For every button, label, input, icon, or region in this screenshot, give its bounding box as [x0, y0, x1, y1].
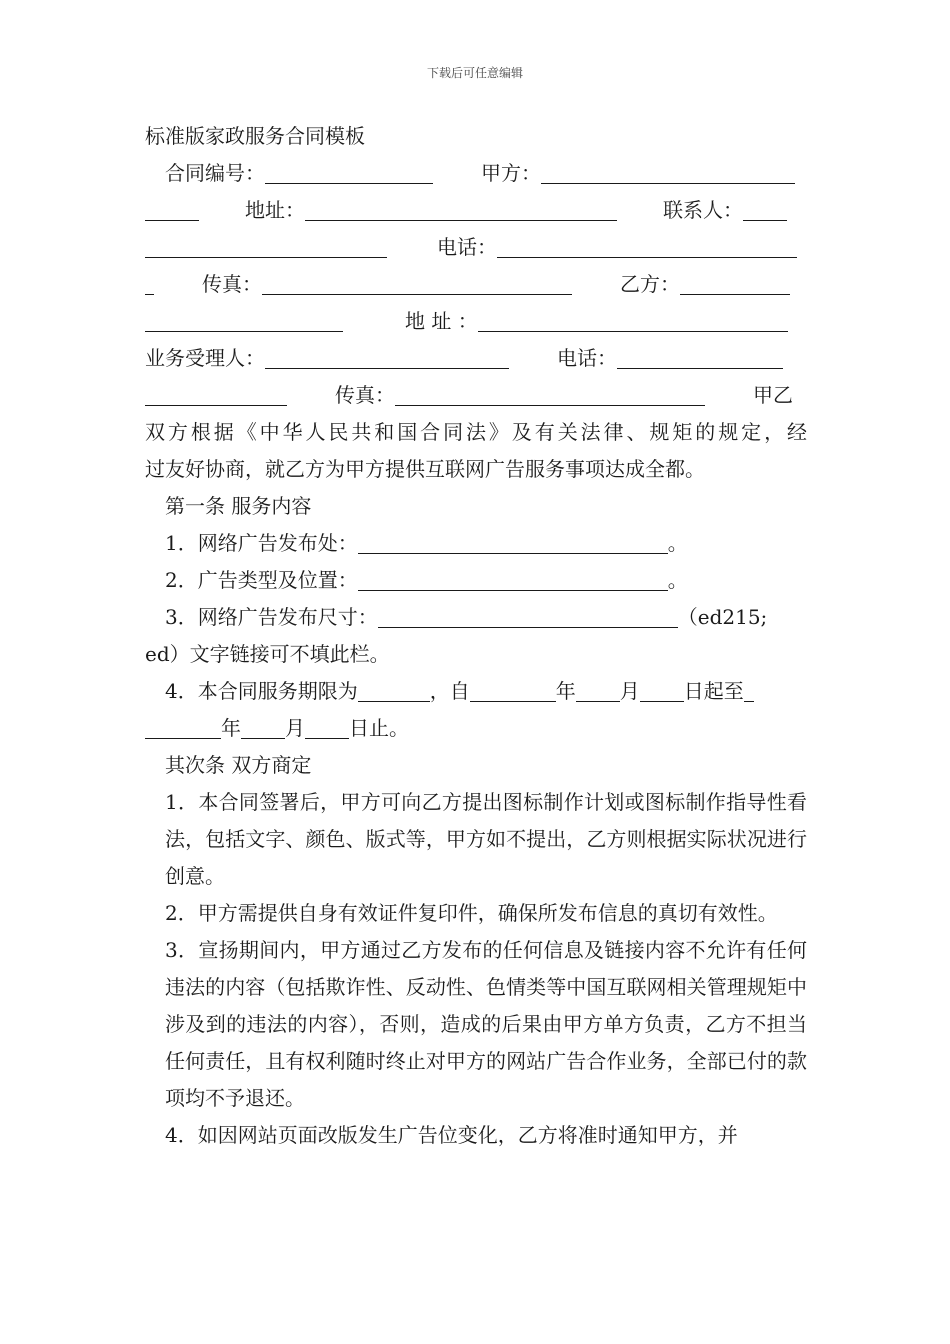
item-2-period: 。 — [667, 568, 688, 592]
party-a-blank — [541, 159, 795, 184]
item-2-label: 2．广告类型及位置： — [165, 568, 358, 592]
fax-row — [145, 266, 807, 303]
item-2-blank — [358, 566, 668, 591]
end-year-label: 年 — [221, 716, 241, 740]
document-title: 标准版家政服务合同模板 — [145, 124, 365, 148]
item-1-label: 1．网络广告发布处： — [165, 531, 358, 555]
phone-row — [145, 229, 807, 266]
article-2-item-4: 4．如因网站页面改版发生广告位变化，乙方将准时通知甲方，并 — [165, 1123, 738, 1147]
article-1-item-1 — [145, 525, 807, 562]
period-blank — [358, 677, 430, 702]
header-note: 下载后可任意编辑 — [426, 66, 523, 80]
end-day-blank — [305, 714, 349, 739]
party-b-blank — [680, 270, 790, 295]
phone-blank — [497, 233, 797, 258]
item-3-blank — [378, 603, 678, 628]
party-a-blank-cont — [145, 196, 199, 221]
article-1-item-3-cont: ed）文字链接可不填此栏。 — [145, 642, 390, 666]
agent-blank — [265, 344, 509, 369]
day-from-label: 日起至 — [683, 679, 744, 703]
agent-label: 业务受理人： — [145, 346, 265, 370]
contract-number-label: 合同编号： — [165, 161, 265, 185]
fax-b-row — [145, 377, 807, 414]
agent-row — [145, 340, 807, 377]
contact-label: 联系人： — [663, 198, 743, 222]
start-year-blank — [470, 677, 556, 702]
party-a-label: 甲方： — [481, 161, 541, 185]
article-1-item-2 — [145, 562, 807, 599]
item-1-period: 。 — [667, 531, 688, 555]
article-1-item-3 — [145, 599, 807, 636]
fax-label: 传真： — [202, 272, 262, 296]
end-year-blank-start — [744, 677, 754, 702]
start-month-blank — [576, 677, 620, 702]
end-month-label: 月 — [285, 716, 305, 740]
item-4-from: ，自 — [429, 679, 470, 703]
phone-b-blank — [617, 344, 783, 369]
article-2-item-2: 2．甲方需提供自身有效证件复印件，确保所发布信息的真切有效性。 — [165, 901, 778, 925]
item-4-start: 4．本合同服务期限为 — [165, 679, 358, 703]
item-3-label: 3．网络广告发布尺寸： — [165, 605, 378, 629]
fax-b-blank — [395, 381, 705, 406]
item-1-blank — [358, 529, 668, 554]
address-label: 地址： — [245, 198, 305, 222]
article-2-item-3: 3．宣扬期间内，甲方通过乙方发布的任何信息及链接内容不允许有任何违法的内容（包括欺诈性、反动性、色情类等中国互联网相关管理规矩中涉及到的违法的内容），否则，造成的后果由甲方单方负责，乙方不担当任何责任，且有权利随时终止对甲方的网站广告合作业务，全部已付的款项均不予退还。 — [165, 938, 807, 1110]
address-row — [145, 192, 807, 229]
contact-blank-cont — [145, 233, 387, 258]
article-1-item-4-cont — [145, 710, 807, 747]
phone-b-blank-cont — [145, 381, 287, 406]
article-2-title: 其次条 双方商定 — [165, 753, 312, 777]
phone-b-label: 电话： — [557, 346, 617, 370]
day-to-label: 日止。 — [349, 716, 409, 740]
contract-number-blank — [265, 159, 433, 184]
article-2-item-1: 1．本合同签署后，甲方可向乙方提出图标制作计划或图标制作指导性看法，包括文字、颜色、版式等，甲方如不提出，乙方则根据实际状况进行创意。 — [165, 790, 807, 888]
article-1-item-4 — [145, 673, 807, 710]
intro-line-3: 过友好协商，就乙方为甲方提供互联网广告服务事项达成全都。 — [145, 457, 705, 481]
address-b-row — [145, 303, 807, 340]
fax-blank — [262, 270, 572, 295]
party-b-blank-cont — [145, 307, 343, 332]
party-b-label: 乙方： — [620, 272, 680, 296]
phone-label: 电话： — [437, 235, 497, 259]
address-blank — [305, 196, 617, 221]
article-1-title: 第一条 服务内容 — [165, 494, 312, 518]
month-label: 月 — [619, 679, 640, 703]
item-3-tail: （ed215; — [677, 605, 768, 629]
intro-start: 甲乙 — [753, 383, 793, 407]
contract-number-row — [145, 155, 807, 192]
end-month-blank — [241, 714, 285, 739]
phone-blank-cont — [145, 270, 154, 295]
contact-blank — [743, 196, 787, 221]
intro-line-2: 双方根据《中华人民共和国合同法》及有关法律、规矩的规定，经 — [145, 420, 807, 444]
address-b-blank — [478, 307, 788, 332]
fax-b-label: 传真： — [335, 383, 395, 407]
end-year-blank — [145, 714, 221, 739]
address-b-label: 地 址 ： — [405, 309, 478, 333]
year-label: 年 — [555, 679, 576, 703]
document-body — [145, 118, 807, 1154]
start-day-blank — [640, 677, 684, 702]
